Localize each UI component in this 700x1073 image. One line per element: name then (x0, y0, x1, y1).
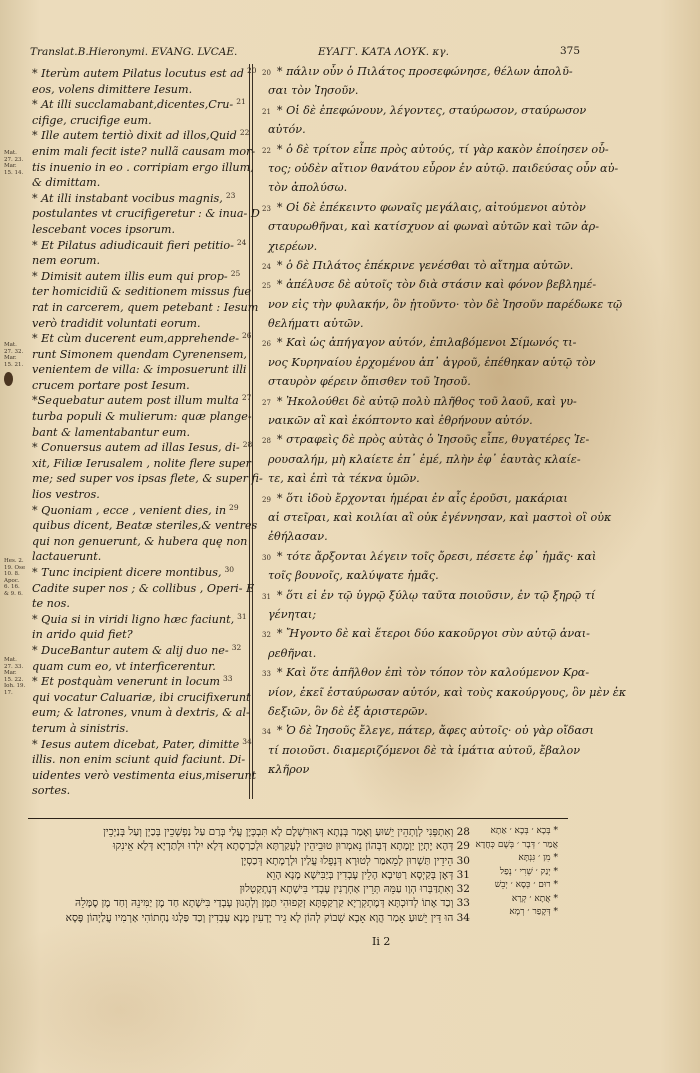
verse-number: 28 (242, 440, 253, 450)
greek-line (262, 413, 562, 432)
greek-line (262, 239, 562, 258)
latin-line-text: sortes. (32, 784, 71, 798)
latin-line (32, 362, 247, 378)
latin-line (32, 237, 247, 254)
latin-line-text: nem eorum. (32, 254, 101, 268)
latin-line-text: verò tradidit voluntati eorum. (32, 316, 201, 330)
latin-line-text: & dimittam. (32, 176, 101, 190)
verse-number: 28 (262, 437, 271, 446)
greek-line (262, 200, 586, 219)
greek-line (262, 607, 562, 626)
latin-line-text: lactauerunt. (32, 550, 102, 564)
greek-line-text: ρουσαλήμ, μὴ κλαίετε ἐπ᾽ ἐμέ, πλὴν ἐφ᾽ ἑαυτὰς κλαίε- (268, 452, 581, 466)
greek-line (262, 452, 581, 471)
latin-line (32, 565, 240, 581)
ink-blot (4, 372, 13, 386)
greek-column (262, 64, 627, 781)
marginal-note: * בְּכָא ׳ בְּכֶא ׳ אַתָא (490, 826, 558, 836)
latin-line (32, 440, 253, 456)
latin-line (32, 97, 246, 113)
latin-line-text: qui vocatur Caluariæ, ibi crucifixerunt (32, 690, 251, 704)
verse-number: 23 (225, 190, 236, 200)
latin-line-text: ter homicidiũ & seditionem missus fue (32, 285, 252, 299)
verse-number: 24 (262, 262, 271, 271)
side-note: Hes. 2. 19. Ose 10. 8. Apoc. 6. 16. & 9. 6. (4, 558, 26, 597)
verse-number: 33 (262, 670, 271, 679)
greek-line (262, 704, 562, 723)
verse-number: 24 (236, 237, 247, 247)
greek-line-text: * πάλιν οὖν ὁ Πιλάτος προσεφώνησε, θέλων ἀπολῦ- (276, 65, 573, 78)
marginal-note: * רוּם ׳ כְּסָא ׳ יְבֵשׁ (494, 880, 558, 890)
latin-line-text: * Conuersus autem ad illas Iesus, di- (32, 441, 240, 455)
latin-line-text: * DuceBantur autem & alij duo ne- (32, 643, 229, 657)
latin-line-text: me; sed super vos ipsas flete, & super fi- (32, 472, 263, 486)
signature-mark: Ii 2 (372, 935, 391, 948)
greek-line-text: αἱ στεῖραι, καὶ κοιλίαι αἳ οὐκ ἐγέννησαν, καὶ μαστοὶ οἳ οὐκ (268, 510, 612, 524)
running-header-latin: Translat.B.Hieronymi. EVANG. LVCAE. (30, 46, 238, 58)
latin-line-text: * Et Pilatus adiudicauit fieri petitio- (32, 238, 234, 252)
column-divider-right (252, 64, 253, 799)
latin-line (32, 503, 240, 519)
greek-line (262, 491, 568, 510)
verse-number: 20 (246, 66, 257, 75)
side-note: Mat. 27. 32. Mar. 15. 21. (4, 342, 24, 368)
latin-line-text: * Et postquàm venerunt in locum (32, 675, 221, 689)
greek-line (262, 568, 562, 587)
latin-line (32, 783, 240, 799)
marginal-note: * יְנַק ׳ שְׁרִי ׳ נְפַל (499, 866, 558, 877)
latin-line (32, 222, 240, 238)
latin-line-text: *Sequebatur autem post illum multa (32, 394, 239, 408)
greek-line-text: τος; οὐδὲν αἴτιον θανάτου εὗρον ἐν αὐτῷ. παιδεύσας οὖν αὐ- (268, 161, 619, 175)
greek-line-text: * Καὶ ὡς ἀπήγαγον αὐτόν, ἐπιλαβόμενοι Σίμωνός τι- (276, 336, 577, 350)
verse-number: 20 (262, 69, 271, 77)
latin-line-text: * Quia si in viridi ligno hæc faciunt, (32, 612, 235, 626)
verse-number: 22 (262, 146, 271, 155)
latin-line-text: * Tunc incipient dicere montibus, (32, 566, 222, 579)
latin-line-text: lios vestros. (32, 488, 100, 502)
latin-line-text: xit, Filiæ Ierusalem , nolite flere super (32, 456, 251, 470)
greek-line (262, 355, 596, 374)
greek-line-text: τὸν ἀπολύσω. (268, 181, 348, 195)
verse-number: 21 (262, 107, 271, 116)
latin-line (32, 471, 263, 487)
latin-line (32, 300, 259, 316)
latin-line-text: quam cum eo, vt interficerentur. (32, 659, 216, 673)
latin-line-text: * Et cùm ducerent eum,apprehende- (32, 332, 240, 346)
greek-line (262, 142, 609, 161)
greek-line-text: * Καὶ ὅτε ἀπῆλθον ἐπὶ τὸν τόπον τὸν καλούμενον Κρα- (276, 666, 590, 680)
verse-number: 26 (262, 340, 271, 349)
latin-line (32, 518, 258, 534)
latin-line (32, 736, 252, 753)
greek-line (262, 723, 594, 742)
hebrew-line: 29 דְּהָא יָתְיָן יַוְמָתָא דְּבְהוֹן נֵאמְרוּן טוּבֵיהֵין לְעָקַרְתָּא וּלְכַרְסָתָא דְּלָא יִלְדוּ וּלְתַדְיָא דְּלָא אֵינִקוּ (112, 840, 470, 853)
greek-line (262, 219, 599, 238)
greek-line (262, 161, 619, 180)
greek-line (262, 665, 590, 684)
hebrew-line: 31 דְּאֶן בְּקַיְסָא רַטִּיבָא הָלֵין עָבְדִין בְּיַבִּישָׁא מָנָא הָוֵא (266, 868, 470, 881)
side-note: Mat. 27. 23. Mar. 15. 14. (4, 150, 24, 176)
verse-number: 30 (224, 565, 235, 574)
greek-line-text: νον εἰς τὴν φυλακήν, ὃν ᾐτοῦντο· τὸν δὲ Ἰησοῦν παρέδωκε τῷ (268, 297, 623, 311)
latin-line (32, 82, 240, 98)
latin-line (32, 393, 252, 409)
verse-number: 23 (262, 204, 271, 213)
greek-line (262, 685, 627, 704)
latin-line-text: * Dimisit autem illis eum qui prop- (32, 269, 228, 283)
greek-line-text: κλῆρον (268, 763, 310, 777)
column-divider-left (249, 64, 250, 799)
latin-line (32, 611, 247, 628)
latin-line-text: quibus dicent, Beatæ steriles,& ventres (32, 519, 258, 533)
greek-line (262, 277, 597, 296)
latin-line-text: postulantes vt crucifigeretur : & inua- D (32, 207, 260, 221)
latin-line (32, 378, 240, 394)
page-number: 375 (560, 45, 581, 57)
marginal-note: * מִן ׳ גִּנְתָּא (518, 853, 558, 863)
latin-line-text: te nos. (32, 597, 70, 611)
greek-line (262, 471, 562, 490)
latin-line (32, 175, 240, 191)
marginal-note: * דְּקָפַר ׳ רְמָא (509, 907, 558, 917)
greek-line-text: ναικῶν αἳ καὶ ἐκόπτοντο καὶ ἐθρήνουν αὐτόν. (268, 414, 533, 428)
greek-line (262, 432, 590, 451)
latin-line-text: tis inuenio in eo . corripiam ergo illum, (32, 160, 254, 174)
footnote-rule (28, 818, 568, 819)
latin-line (32, 316, 240, 332)
latin-line (32, 534, 248, 550)
verse-number: 21 (236, 97, 246, 107)
latin-line-text: rat in carcerem, quem petebant : Iesum (32, 300, 259, 314)
latin-line (32, 456, 251, 472)
greek-line-text: * ὅτι εἰ ἐν τῷ ὑγρῷ ξύλῳ ταῦτα ποιοῦσιν, ἐν τῷ ξηρῷ τί (276, 588, 596, 602)
latin-line (32, 549, 240, 565)
latin-line (32, 581, 255, 597)
latin-line-text: turba populi & mulierum: quæ plange- (32, 410, 252, 424)
greek-line (262, 646, 562, 665)
greek-line-text: νίον, ἐκεῖ ἐσταύρωσαν αὐτόν, καὶ τοὺς κακούργους, ὃν μὲν ἐκ (268, 685, 627, 699)
marginal-notes-block (475, 825, 558, 920)
latin-line (32, 284, 252, 300)
running-header-greek: ΕΥΑΓΓ. ΚΑΤΑ ΛΟΥΚ. κγ. (318, 46, 449, 58)
greek-line-text: γένηται; (268, 607, 317, 621)
latin-line (32, 705, 250, 721)
latin-line (32, 191, 240, 207)
hebrew-line: 32 וְאִתְדַּבְּרוּ הְוָו עַמֵּהּ תְּרֵין אַחְרָנִין עָבְדַי בִּישָׁתָא דְּנֶתְקַטְלוּן (239, 883, 470, 896)
greek-line (262, 64, 573, 83)
latin-line (32, 596, 240, 612)
verse-number: 30 (262, 553, 271, 562)
greek-line (262, 258, 574, 277)
latin-line-text: qui non genuerunt, & hubera quę non (32, 534, 248, 548)
greek-line-text: * Ὁ δὲ Ἰησοῦς ἔλεγε, πάτερ, ἄφες αὐτοῖς· οὐ γὰρ οἴδασι (276, 724, 594, 738)
latin-line-text: * Iesus autem dicebat, Pater, dimitte (32, 737, 240, 751)
greek-line-text: * τότε ἄρξονται λέγειν τοῖς ὄρεσι, πέσετε ἐφ᾽ ἡμᾶς· καὶ (276, 549, 597, 563)
latin-line-text: eum; & latrones, vnum à dextris, & al- (32, 706, 250, 720)
verse-number: 26 (242, 331, 252, 341)
latin-line (32, 66, 257, 82)
latin-line (32, 487, 240, 503)
greek-line (262, 122, 562, 141)
side-note: Mat. 27. 33. Mar. 15. 22. Ioh. 19. 17. (4, 657, 26, 696)
marginal-note: אֲמַר ׳ דְּבָר ׳ בְּשֶׁם כְּחֲדָא (475, 839, 558, 850)
greek-line-text: ἐθήλασαν. (268, 530, 328, 544)
hebrew-line: 33 וְכַד אֶתוֹ לְדוּכְתָּא דְּמֶתְקְרְיָא קַרְקַפְתָּא זְקַפוּהִי תַמָּן וְלְהָנוּן עָבְדַי בִּישָׁתָא חַד מֶן יַמִּינֵהּ וְחַד מֶן סֶמָּלֵהּ (75, 897, 470, 910)
latin-line-text: terum à sinistris. (32, 721, 129, 735)
greek-line-text: * Ἤγοντο δὲ καὶ ἕτεροι δύο κακοῦργοι σὺν αὐτῷ ἀναι- (276, 627, 590, 641)
greek-line-text: αὐτόν. (268, 123, 306, 137)
hebrew-line: 28 וְאִתְפְּנִי לְוָתְהֵין יֵשׁוּעַ וְאֶמַר בְּנָתָא דְּאוּרִשְׁלֶם לָא תִּבְכְּיָן עֲלַי בְּרַם עַל נַפְשְׁכֵין בְּכַיְן וְעַל בְּנַיְכֵין (103, 826, 470, 838)
latin-line-text: lescebant voces ipsorum. (32, 222, 176, 236)
latin-line (32, 721, 240, 737)
verse-number: 29 (262, 495, 271, 504)
greek-line (262, 549, 597, 568)
latin-line-text: * Ille autem tertiò dixit ad illos,Quid (32, 129, 237, 143)
verse-number: 25 (230, 268, 241, 278)
latin-line (32, 674, 240, 690)
greek-line-text: τε, καὶ ἐπὶ τὰ τέκνα ὑμῶν. (268, 472, 420, 486)
hebrew-line: 34 הוּ דֵּין יֵשׁוּעַ אָמַר הֲוָא אָבָא שְׁבוֹק לְהוֹן לָא גֵיר יָדְעִין מָנָא עָבְדִין וְכַד פַּלְגוּ נַחְתוֹהִי אַרְמִיו עֲלַיְהוֹן פֶּסָא (65, 911, 470, 924)
latin-line (32, 128, 250, 144)
greek-line (262, 762, 562, 781)
greek-line-text: σταυρωθῆναι, καὶ κατίσχυον αἱ φωναὶ αὐτῶν καὶ τῶν ἀρ- (268, 220, 599, 234)
greek-line-text: τί ποιοῦσι. διαμεριζόμενοι δὲ τὰ ἱμάτια αὐτοῦ, ἔβαλον (268, 743, 581, 757)
latin-line (32, 269, 240, 285)
greek-line-text: * Οἱ δὲ ἐπέκειντο φωναῖς μεγάλαις, αἰτούμενοι αὐτὸν (276, 200, 586, 214)
latin-line-text: * At illi instabant vocibus magnis, (32, 191, 223, 205)
latin-line-text: venientem de villa: & imposuerunt illi (32, 363, 247, 377)
latin-line (32, 627, 240, 643)
greek-line (262, 316, 562, 335)
greek-line (262, 394, 577, 413)
latin-line-text: * At illi succlamabant,dicentes,Cru- (32, 98, 234, 112)
latin-line-text: * Quoniam , ecce , venient dies, in (32, 503, 227, 517)
latin-line-text: runt Simonem quendam Cyrenensem, (32, 347, 247, 361)
verse-number: 34 (262, 728, 271, 737)
latin-line-text: illis. non enim sciunt quid faciunt. Di- (32, 753, 246, 767)
greek-line (262, 180, 562, 199)
latin-line (32, 768, 257, 784)
greek-line-text: σαι τὸν Ἰησοῦν. (268, 84, 359, 98)
verse-number: 32 (231, 642, 242, 652)
verse-number: 27 (262, 398, 271, 407)
greek-line-text: θελήματι αὐτῶν. (268, 317, 364, 331)
latin-line (32, 643, 240, 659)
verse-number: 34 (242, 736, 252, 746)
verse-number: 31 (237, 611, 247, 621)
greek-line-text: χιερέων. (268, 239, 318, 253)
verse-number: 22 (239, 128, 250, 138)
greek-line (262, 103, 587, 122)
latin-line-text: enim mali fecit iste? nullã causam mor- (32, 144, 256, 158)
greek-line (262, 529, 562, 548)
latin-line-text: uidentes verò vestimenta eius,miserunt (32, 768, 257, 782)
latin-line (32, 144, 256, 160)
latin-line-text: bant & lamentabantur eum. (32, 425, 191, 439)
greek-line (262, 588, 596, 607)
greek-line-text: σταυρὸν φέρειν ὄπισθεν τοῦ Ἰησοῦ. (268, 375, 471, 389)
hebrew-block (65, 825, 470, 925)
greek-line (262, 374, 562, 393)
latin-line (32, 409, 252, 425)
latin-line-text: cifige, crucifige eum. (32, 113, 152, 127)
latin-line-text: crucem portare post Iesum. (32, 378, 190, 392)
greek-line (262, 510, 612, 529)
latin-line (32, 160, 254, 176)
latin-line (32, 659, 240, 675)
latin-line (32, 690, 251, 706)
greek-line-text: * Ἠκολούθει δὲ αὐτῷ πολὺ πλῆθος τοῦ λαοῦ, καὶ γυ- (276, 394, 577, 408)
verse-number: 33 (223, 674, 233, 684)
greek-line-text: τοῖς βουνοῖς, καλύψατε ἡμᾶς. (268, 569, 439, 583)
greek-line (262, 297, 623, 316)
greek-line (262, 626, 590, 645)
greek-line-text: * ὁ δὲ Πιλάτος ἐπέκρινε γενέσθαι τὸ αἴτημα αὐτῶν. (276, 258, 574, 272)
greek-line-text: * ὁ δὲ τρίτον εἶπε πρὸς αὐτούς, τί γὰρ κακὸν ἐποίησεν οὗ- (276, 142, 609, 156)
latin-line-text: eos, volens dimittere Iesum. (32, 82, 193, 96)
verse-number: 32 (262, 631, 271, 640)
latin-line-text: * Iterùm autem Pilatus locutus est ad (32, 67, 244, 80)
greek-line-text: * ἀπέλυσε δὲ αὐτοῖς τὸν διὰ στάσιν καὶ φόνον βεβλημέ- (276, 278, 597, 292)
latin-line (32, 206, 260, 222)
greek-line (262, 743, 581, 762)
latin-line-text: Cadite super nos ; & collibus , Operi- E (32, 581, 255, 595)
greek-line-text: δεξιῶν, ὃν δὲ ἐξ ἀριστερῶν. (268, 704, 428, 718)
greek-line-text: * ὅτι ἰδοὺ ἔρχονται ἡμέραι ἐν αἷς ἐροῦσι, μακάριαι (276, 491, 568, 505)
latin-line-text: in arido quid fiet? (32, 628, 133, 642)
verse-number: 31 (262, 592, 271, 601)
latin-line (32, 331, 252, 347)
latin-line (32, 113, 240, 129)
marginal-note: * אֲתָא ׳ קְרָא (511, 893, 558, 904)
latin-line (32, 425, 240, 441)
verse-number: 27 (241, 393, 252, 403)
latin-line (32, 752, 246, 768)
greek-line-text: * Οἱ δὲ ἐπεφώνουν, λέγοντες, σταύρωσον, σταύρωσον (276, 103, 587, 117)
latin-line (32, 253, 240, 269)
greek-line-text: νος Κυρηναίου ἐρχομένου ἀπ᾽ ἀγροῦ, ἐπέθηκαν αὐτῷ τὸν (268, 355, 596, 369)
greek-line-text: * στραφεὶς δὲ πρὸς αὐτὰς ὁ Ἰησοῦς εἶπε, θυγατέρες Ἱε- (276, 433, 590, 447)
greek-line-text: ρεθῆναι. (268, 646, 317, 660)
latin-line (32, 347, 247, 363)
verse-number: 29 (229, 502, 239, 512)
greek-line (262, 83, 562, 102)
greek-line (262, 335, 577, 354)
latin-column (32, 66, 263, 799)
hebrew-line: 30 הֵידֵין תַּשְׁרוּן לְמֵאמַר לְטוּרָא דְּנְפֻלוּ עֲלַין וּלְרָמָתָא דְּכַסְיָן (240, 854, 470, 867)
verse-number: 25 (262, 282, 271, 291)
